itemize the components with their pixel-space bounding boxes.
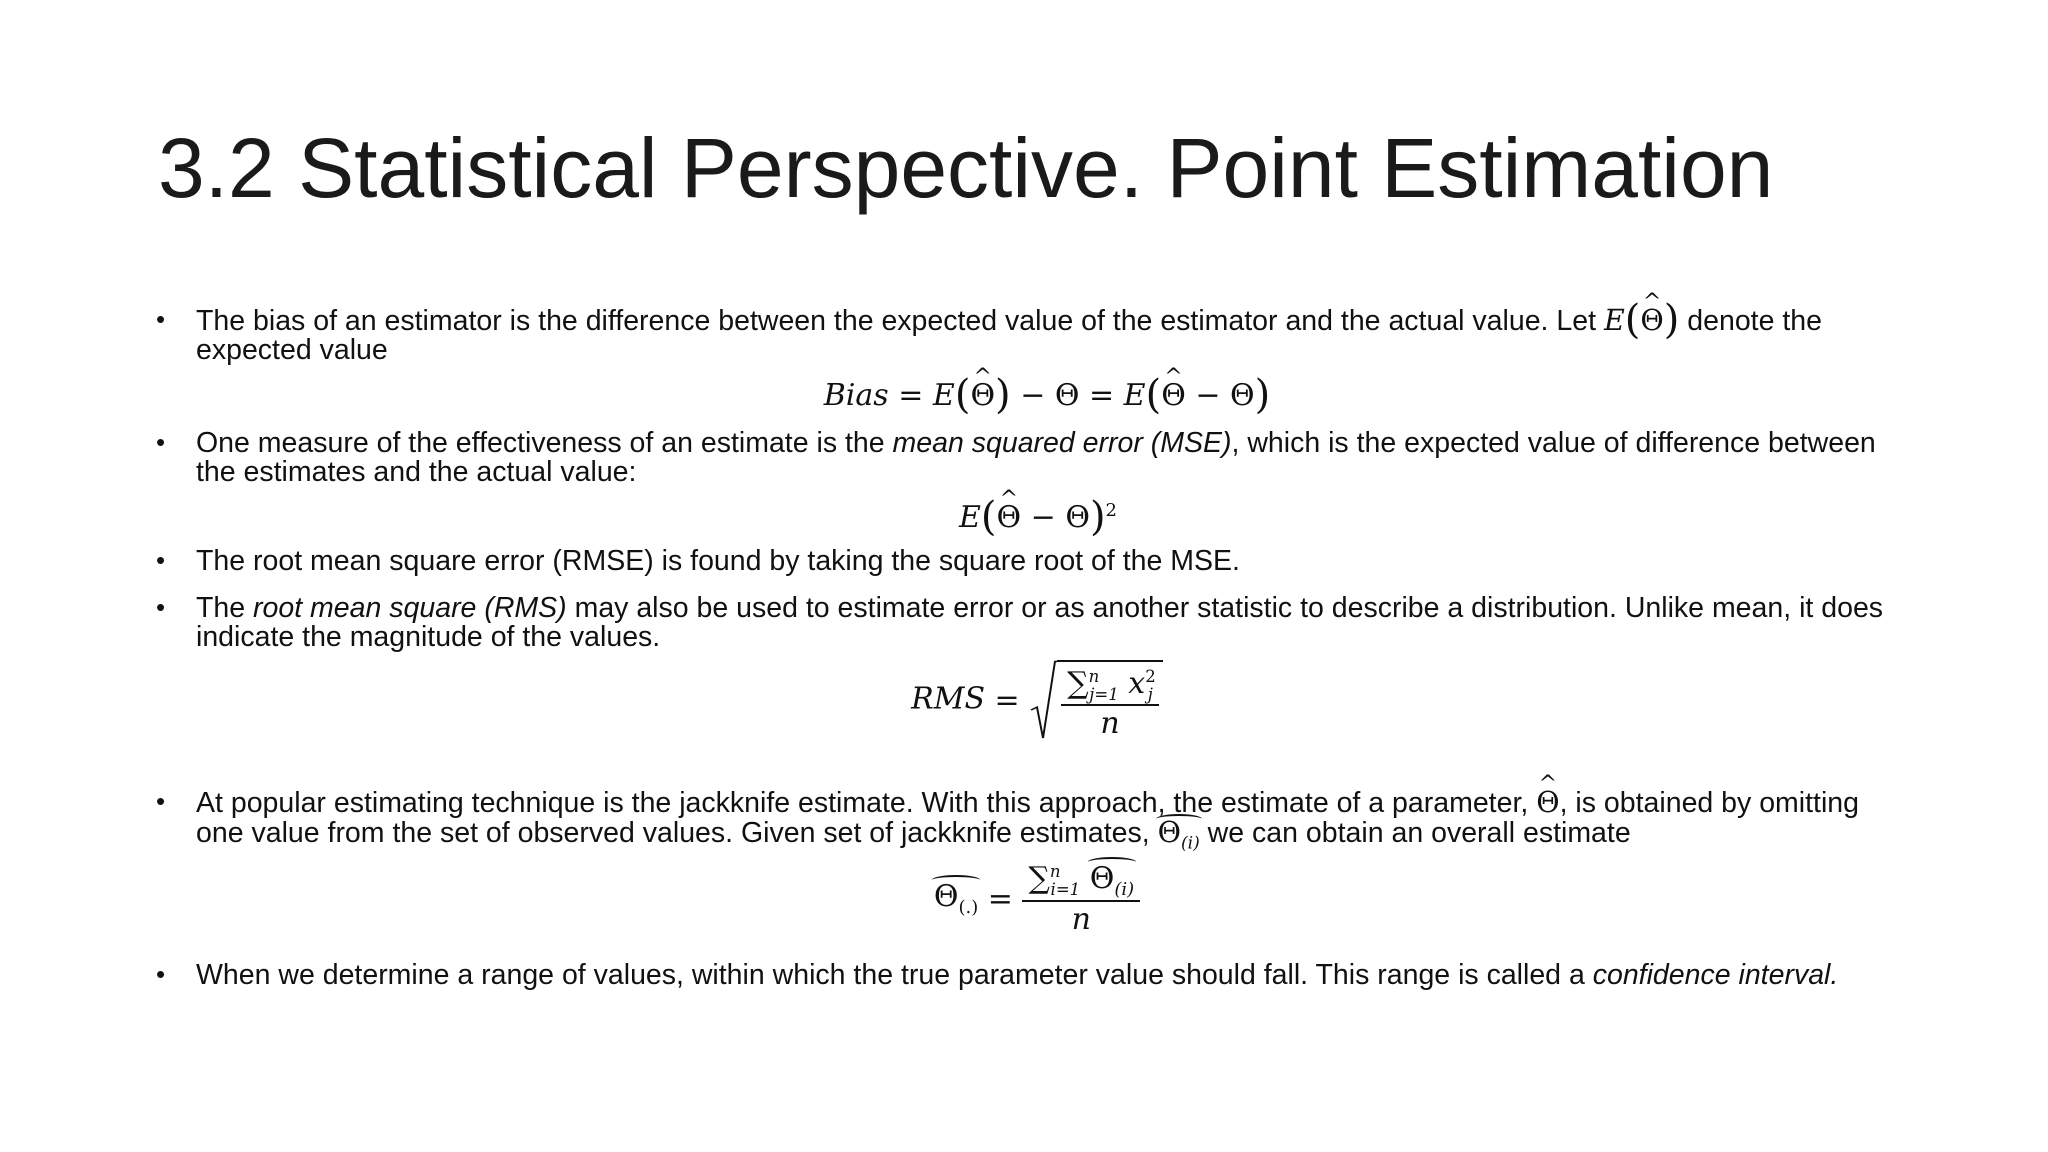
equation-label: Bias [823, 378, 889, 413]
bullet-dot: • [156, 786, 166, 816]
bullet-text: may also be used to estimate error or as another statistic to describe a distribution. Unlike mean, it does indicate the magnitude of the values. [196, 592, 1884, 653]
bullet-text: The [196, 592, 254, 624]
bullet-text: , which is the expected value of difference between the estimates and the actual value: [196, 427, 1876, 488]
bullet-italic: mean squared error (MSE) [892, 427, 1232, 459]
bullet-text: The bias of an estimator is the difference between the expected value of the estimator and the actual value. Let [196, 305, 1604, 337]
equation-jackknife: $\Theta_{(.)}$ = $\frac{\sum^n_{i=1} \Theta_{(i)}}{n}$ [152, 861, 1912, 953]
bullet-dot: • [156, 304, 166, 334]
square-root [1029, 660, 1163, 741]
bullet-italic: root mean square (RMS) [253, 592, 567, 624]
fraction: $\frac{\sum^n_{i=1} \Theta_{(i)}}{n}$ [1022, 861, 1140, 937]
equation-label: RMS [911, 681, 986, 717]
inline-math-theta-i: $\Theta_{(i)}$ [1158, 818, 1200, 859]
bullet-bias [152, 297, 1912, 366]
equation-mse: E(^ Θ − Θ)$^2$ [152, 487, 1912, 535]
bullet-text: One measure of the effectiveness of an estimate is the [196, 427, 893, 459]
bullet-jackknife [152, 788, 1912, 859]
bullet-text: , is obtained by omitting one value from the set of observed values. Given set of jackknife estimates, [196, 787, 1859, 849]
inline-math-expectation: E(^ Θ) [1604, 304, 1679, 337]
bullet-dot: • [156, 427, 166, 457]
equation-rms: RMS = $\frac{\sum^n_{j=1} x^2_j}{n}$ [152, 656, 1912, 776]
bullet-text: When we determine a range of values, within which the true parameter value should fall. This range is called a [196, 958, 1593, 991]
slide-title: 3.2 Statistical Perspective. Point Estimation [158, 121, 1774, 215]
bullet-rms [152, 594, 1912, 652]
bullet-mse [152, 429, 1912, 487]
bullet-rmse [152, 547, 1912, 576]
bullet-dot: • [156, 592, 166, 622]
bullet-dot: • [156, 545, 166, 575]
bullet-text: denote the expected value [196, 305, 1822, 366]
bullet-text: The root mean square error (RMSE) is found by taking the square root of the MSE. [196, 545, 1240, 577]
bullet-dot: • [156, 958, 166, 989]
equation-bias: Bias = E(^ Θ) − Θ = E(^ Θ − Θ) [152, 371, 1912, 419]
bullet-confidence [152, 958, 1912, 991]
inline-math-theta-hat: ^ Θ [1536, 788, 1559, 817]
bullet-text: we can obtain an overall estimate [1199, 817, 1631, 849]
bullet-text: At popular estimating technique is the jackknife estimate. With this approach, the estimate of a parameter, [196, 787, 1537, 819]
fraction: $\frac{\sum^n_{j=1} x^2_j}{n}$ [1061, 666, 1159, 741]
bullet-italic: confidence interval. [1592, 958, 1839, 991]
slide-body [152, 297, 1912, 991]
